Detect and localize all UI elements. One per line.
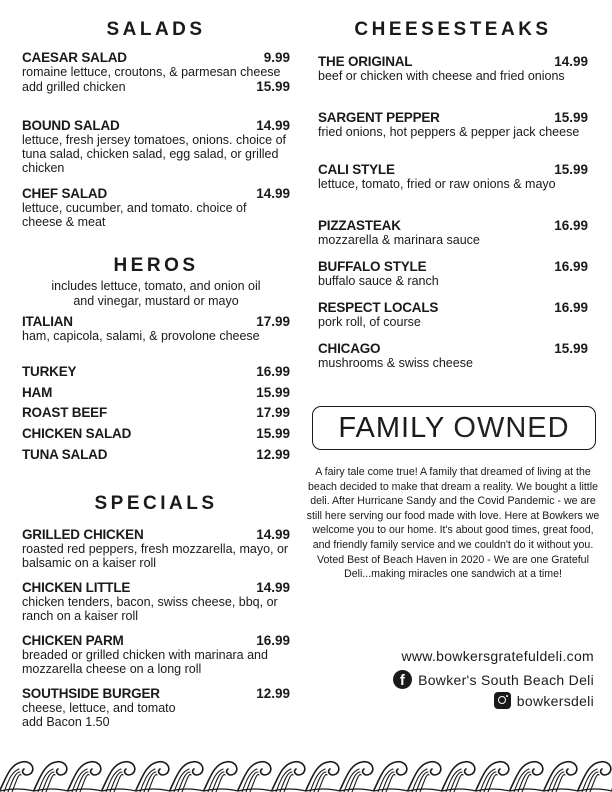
item-description: cheese, lettuce, and tomato xyxy=(22,701,176,715)
item-name: ITALIAN xyxy=(22,314,73,329)
facebook-icon: f xyxy=(393,670,412,689)
item-description: romaine lettuce, croutons, & parmesan cheese xyxy=(22,65,281,79)
item-name: THE ORIGINAL xyxy=(318,54,413,69)
item-name: CHEF SALAD xyxy=(22,186,107,201)
family-word: FAMILY xyxy=(338,411,446,444)
item-price: 16.99 xyxy=(256,364,290,379)
specials-heading: SPECIALS xyxy=(94,493,218,514)
item-description: lettuce, fresh jersey tomatoes, onions. choice of tuna salad, chicken salad, egg salad, or grilled chicken xyxy=(22,133,287,175)
item-description: mozzarella & marinara sauce xyxy=(318,233,480,247)
item-price: 17.99 xyxy=(256,405,290,420)
instagram-link[interactable] xyxy=(494,692,594,709)
menu-item-pizzasteak xyxy=(318,218,588,247)
item-price: 15.99 xyxy=(554,110,588,125)
menu-item-respect-locals xyxy=(318,300,588,329)
item-description: breaded or grilled chicken with marinara and mozzarella cheese on a long roll xyxy=(22,648,268,676)
menu-item-bound-salad xyxy=(22,118,290,175)
facebook-label: Bowker's South Beach Deli xyxy=(418,671,594,688)
item-description: buffalo sauce & ranch xyxy=(318,274,439,288)
item-name: BUFFALO STYLE xyxy=(318,259,427,274)
menu-item-chicken-salad xyxy=(22,426,290,441)
item-price: 14.99 xyxy=(256,580,290,595)
item-name: BOUND SALAD xyxy=(22,118,120,133)
menu-item-roast-beef xyxy=(22,405,290,420)
item-description: mushrooms & swiss cheese xyxy=(318,356,473,370)
family-owned-banner xyxy=(312,406,596,450)
item-name: CHICKEN SALAD xyxy=(22,426,132,441)
menu-item-southside-burger xyxy=(22,686,290,729)
item-price: 12.99 xyxy=(256,686,290,701)
item-name: SOUTHSIDE BURGER xyxy=(22,686,160,701)
owned-word: OWNED xyxy=(453,411,570,444)
item-price: 12.99 xyxy=(256,447,290,462)
heros-heading: HEROS xyxy=(113,255,199,276)
item-description: chicken tenders, bacon, swiss cheese, bbq, or ranch on a kaiser roll xyxy=(22,595,278,623)
facebook-link[interactable] xyxy=(393,670,594,689)
item-price: 16.99 xyxy=(554,259,588,274)
item-price: 17.99 xyxy=(256,314,290,329)
menu-item-caesar-salad xyxy=(22,50,290,94)
item-price: 15.99 xyxy=(554,162,588,177)
cheesesteaks-heading: CHEESESTEAKS xyxy=(354,19,552,40)
menu-item-ham xyxy=(22,385,290,400)
item-price: 14.99 xyxy=(256,186,290,201)
item-name: RESPECT LOCALS xyxy=(318,300,439,315)
item-description: roasted red peppers, fresh mozzarella, mayo, or balsamic on a kaiser roll xyxy=(22,542,289,570)
item-name: CHICKEN LITTLE xyxy=(22,580,131,595)
menu-item-cali-style xyxy=(318,162,588,191)
item-description: lettuce, tomato, fried or raw onions & mayo xyxy=(318,177,556,191)
item-name: SARGENT PEPPER xyxy=(318,110,440,125)
salads-heading: SALADS xyxy=(106,19,206,40)
item-name: CHICKEN PARM xyxy=(22,633,124,648)
item-description: fried onions, hot peppers & pepper jack cheese xyxy=(318,125,580,139)
item-name: ROAST BEEF xyxy=(22,405,108,420)
instagram-label: bowkersdeli xyxy=(516,692,594,709)
menu-item-italian xyxy=(22,314,290,343)
menu-item-chef-salad xyxy=(22,186,290,229)
item-name: GRILLED CHICKEN xyxy=(22,527,144,542)
instagram-icon xyxy=(494,692,511,709)
item-name: CAESAR SALAD xyxy=(22,50,127,65)
item-description: beef or chicken with cheese and fried onions xyxy=(318,69,565,83)
item-price: 16.99 xyxy=(554,218,588,233)
item-description: ham, capicola, salami, & provolone cheese xyxy=(22,329,260,343)
menu-item-chicken-little xyxy=(22,580,290,623)
item-name: CALI STYLE xyxy=(318,162,395,177)
item-price: 14.99 xyxy=(256,118,290,133)
item-price: 16.99 xyxy=(554,300,588,315)
menu-item-chicken-parm xyxy=(22,633,290,676)
heros-subtitle: includes lettuce, tomato, and onion oil and vinegar, mustard or mayo xyxy=(51,279,261,308)
item-price: 14.99 xyxy=(554,54,588,69)
item-description: pork roll, of course xyxy=(318,315,421,329)
item-price: 15.99 xyxy=(256,385,290,400)
menu-item-tuna-salad xyxy=(22,447,290,462)
menu-item-buffalo-style xyxy=(318,259,588,288)
menu-item-the-original xyxy=(318,54,588,83)
item-price: 9.99 xyxy=(263,50,290,65)
menu-item-grilled-chicken xyxy=(22,527,290,570)
item-price: 15.99 xyxy=(554,341,588,356)
item-price: 14.99 xyxy=(256,527,290,542)
item-price: 16.99 xyxy=(256,633,290,648)
addon-price: 15.99 xyxy=(256,79,290,94)
menu-item-sargent-pepper xyxy=(318,110,588,139)
menu-item-turkey xyxy=(22,364,290,379)
family-story: A fairy tale come true! A family that dreamed of living at the beach decided to make that dream a reality. We bought a little deli. After Hurricane Sandy and the Covid Pandemic - we are still here serving our food made with love. Here at Bowkers we welcome you to our home. It's about good times, great food, and friendly family service and we couldn't do it without you. Voted Best of Beach Haven in 2020 - We are one Grateful Deli...making miracles one sandwich at a time! xyxy=(306,466,600,581)
menu-item-chicago xyxy=(318,341,588,370)
item-price: 15.99 xyxy=(256,426,290,441)
item-name: CHICAGO xyxy=(318,341,381,356)
item-name: TURKEY xyxy=(22,364,77,379)
item-description: lettuce, cucumber, and tomato. choice of cheese & meat xyxy=(22,201,247,229)
item-name: PIZZASTEAK xyxy=(318,218,401,233)
wave-border-decoration xyxy=(0,748,612,792)
addon-label: add Bacon 1.50 xyxy=(22,715,110,729)
item-name: TUNA SALAD xyxy=(22,447,108,462)
addon-label: add grilled chicken xyxy=(22,80,126,94)
website-link[interactable]: www.bowkersgratefuldeli.com xyxy=(401,648,594,664)
item-name: HAM xyxy=(22,385,53,400)
